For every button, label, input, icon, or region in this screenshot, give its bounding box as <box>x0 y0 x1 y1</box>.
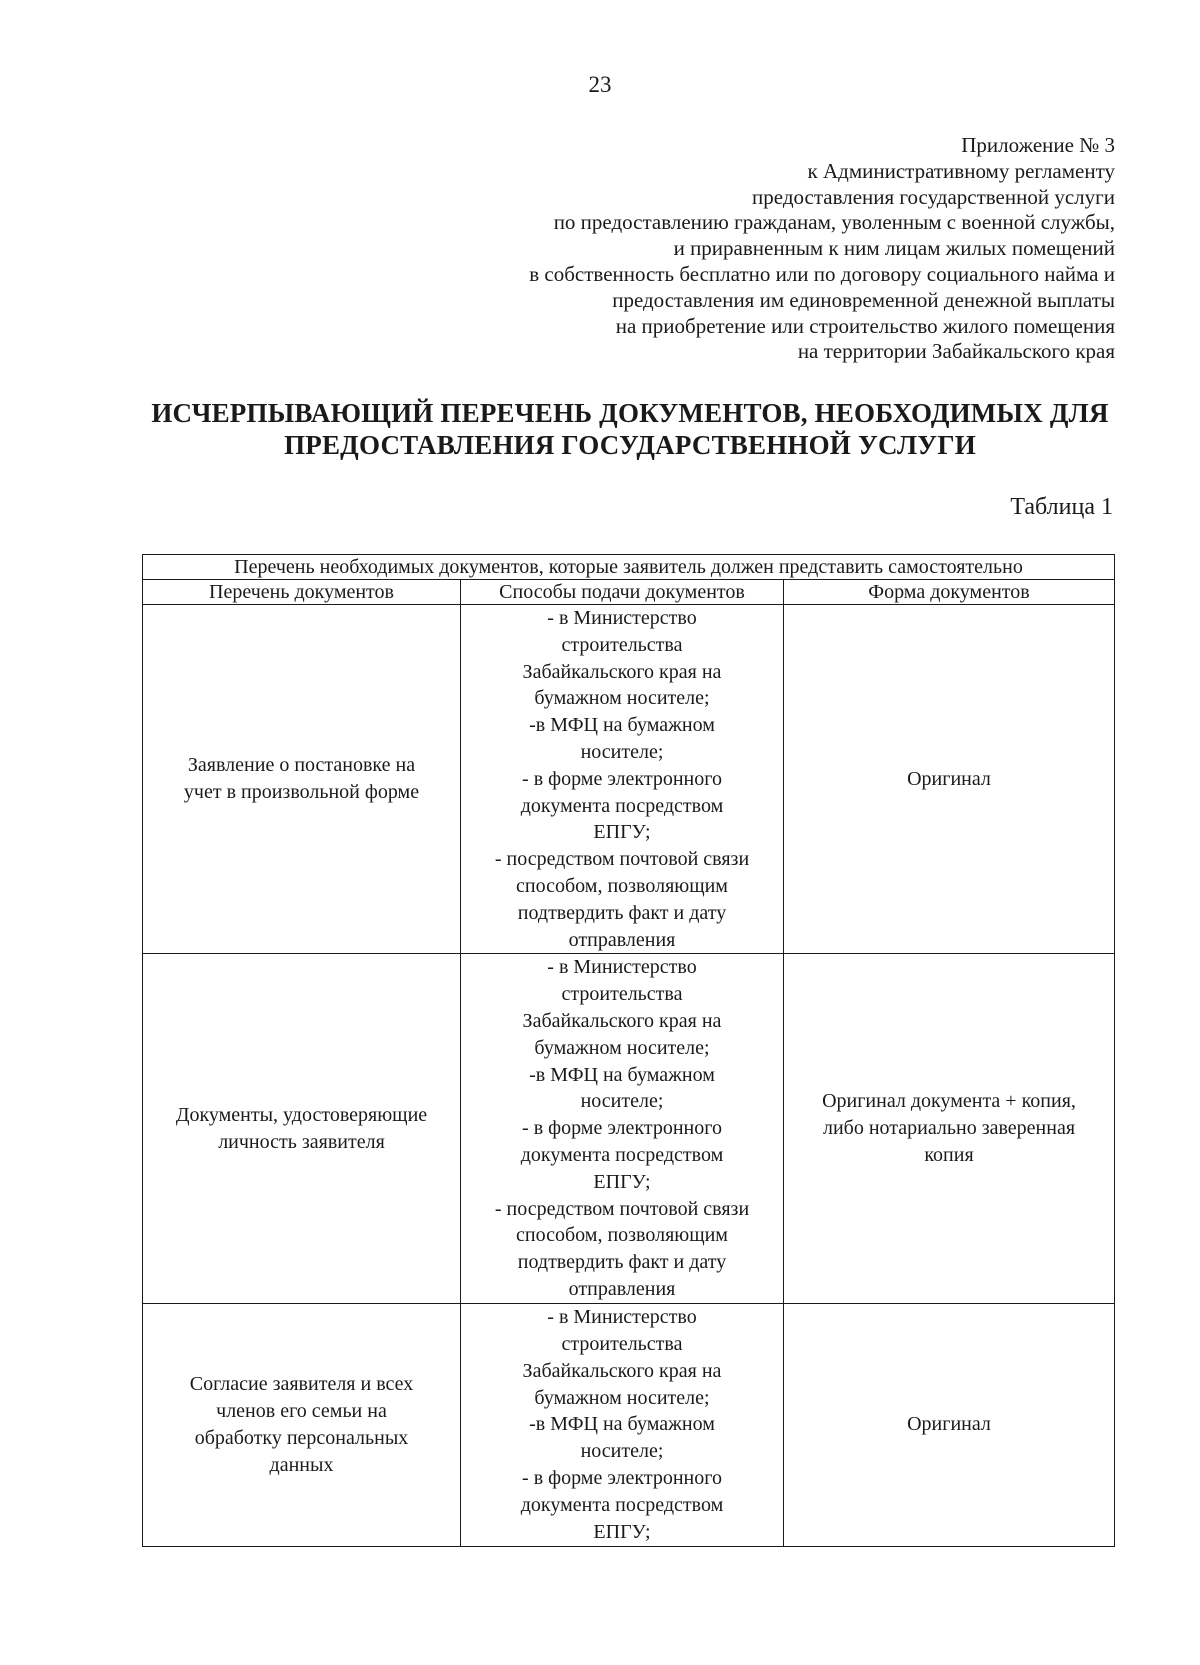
cell-line: документа посредством <box>520 794 724 817</box>
document-name-cell <box>143 954 461 1303</box>
column-header-documents: Перечень документов <box>143 580 461 605</box>
cell-line: Забайкальского края на <box>522 1009 722 1032</box>
cell-line: бумажном носителе; <box>534 1036 710 1059</box>
cell-line: способом, позволяющим <box>516 874 728 897</box>
table-caption: Таблица 1 <box>1010 494 1113 520</box>
submission-methods-cell <box>461 954 784 1303</box>
cell-line: подтвердить факт и дату <box>517 1251 727 1274</box>
document-form-cell <box>784 954 1115 1303</box>
appendix-line: на территории Забайкальского края <box>797 339 1115 364</box>
cell-line: отправления <box>568 928 676 951</box>
cell-line: - в форме электронного <box>522 767 722 790</box>
document-title <box>140 397 1120 461</box>
cell-line: Оригинал документа + копия, <box>822 1090 1076 1113</box>
cell-line: обработку персональных <box>194 1426 409 1449</box>
appendix-header <box>355 133 1115 365</box>
cell-line: документа посредством <box>520 1143 724 1166</box>
table-row <box>143 1303 1115 1546</box>
column-header-form: Форма документов <box>784 580 1115 605</box>
cell-line: Оригинал <box>907 767 991 790</box>
cell-line: - в Министерство <box>547 956 697 979</box>
cell-line: строительства <box>561 633 683 656</box>
cell-line: подтвердить факт и дату <box>517 901 727 924</box>
cell-line: - в Министерство <box>547 607 697 629</box>
appendix-line: предоставления государственной услуги <box>752 184 1115 209</box>
cell-line: данных <box>269 1453 334 1476</box>
appendix-line: к Административному регламенту <box>807 158 1115 183</box>
cell-line: Согласие заявителя и всех <box>189 1373 414 1396</box>
cell-line: -в МФЦ на бумажном <box>529 714 715 737</box>
page-number: 23 <box>588 72 612 97</box>
cell-line: носителе; <box>580 1090 664 1113</box>
cell-line: носителе; <box>580 740 664 763</box>
appendix-line: и приравненным к ним лицам жилых помещений <box>673 236 1115 261</box>
cell-line: строительства <box>561 983 683 1006</box>
table-row <box>143 605 1115 954</box>
cell-line: -в МФЦ на бумажном <box>529 1063 715 1086</box>
document-name-cell <box>143 605 461 954</box>
document-name-cell <box>143 1303 461 1546</box>
cell-line: отправления <box>568 1277 676 1300</box>
cell-line: строительства <box>561 1332 683 1355</box>
cell-line: - в форме электронного <box>522 1117 722 1140</box>
document-form-cell <box>784 605 1115 954</box>
cell-line: бумажном носителе; <box>534 687 710 710</box>
cell-line: личность заявителя <box>218 1130 385 1153</box>
appendix-line: предоставления им единовременной денежной выплаты <box>612 287 1115 312</box>
submission-methods-cell <box>461 1303 784 1546</box>
documents-table <box>142 554 1115 1547</box>
table-row <box>143 954 1115 1303</box>
submission-methods-cell <box>461 605 784 954</box>
appendix-line: на приобретение или строительство жилого помещения <box>615 313 1115 338</box>
cell-line: учет в произвольной форме <box>183 781 420 804</box>
cell-line: - посредством почтовой связи <box>494 1197 750 1220</box>
cell-line: ЕПГУ; <box>593 821 651 844</box>
cell-line: Забайкальского края на <box>522 660 722 683</box>
cell-line: либо нотариально заверенная <box>822 1117 1076 1140</box>
cell-line: ЕПГУ; <box>593 1520 651 1543</box>
cell-line: бумажном носителе; <box>534 1386 710 1409</box>
cell-line: - в форме электронного <box>522 1466 722 1489</box>
cell-line: - в Министерство <box>547 1306 697 1329</box>
cell-line: копия <box>924 1143 974 1166</box>
cell-line: членов его семьи на <box>216 1399 387 1422</box>
cell-line: Документы, удостоверяющие <box>175 1103 428 1126</box>
appendix-line: в собственность бесплатно или по договору социального найма и <box>529 261 1115 286</box>
cell-line: Оригинал <box>907 1413 991 1436</box>
cell-line: -в МФЦ на бумажном <box>529 1413 715 1436</box>
table-super-header: Перечень необходимых документов, которые заявитель должен представить самостоятельно <box>143 555 1115 580</box>
cell-line: Заявление о постановке на <box>187 754 416 777</box>
cell-line: ЕПГУ; <box>593 1170 651 1193</box>
document-title-line: ИСЧЕРПЫВАЮЩИЙ ПЕРЕЧЕНЬ ДОКУМЕНТОВ, НЕОБХОДИМЫХ ДЛЯ <box>151 398 1109 428</box>
cell-line: Забайкальского края на <box>522 1359 722 1382</box>
cell-line: - посредством почтовой связи <box>494 848 750 871</box>
document-title-line: ПРЕДОСТАВЛЕНИЯ ГОСУДАРСТВЕННОЙ УСЛУГИ <box>284 430 976 460</box>
cell-line: документа посредством <box>520 1493 724 1516</box>
document-form-cell <box>784 1303 1115 1546</box>
appendix-line: Приложение № 3 <box>961 133 1115 157</box>
cell-line: способом, позволяющим <box>516 1224 728 1247</box>
column-header-methods: Способы подачи документов <box>461 580 784 605</box>
appendix-line: по предоставлению гражданам, уволенным с военной службы, <box>553 210 1115 235</box>
cell-line: носителе; <box>580 1440 664 1463</box>
